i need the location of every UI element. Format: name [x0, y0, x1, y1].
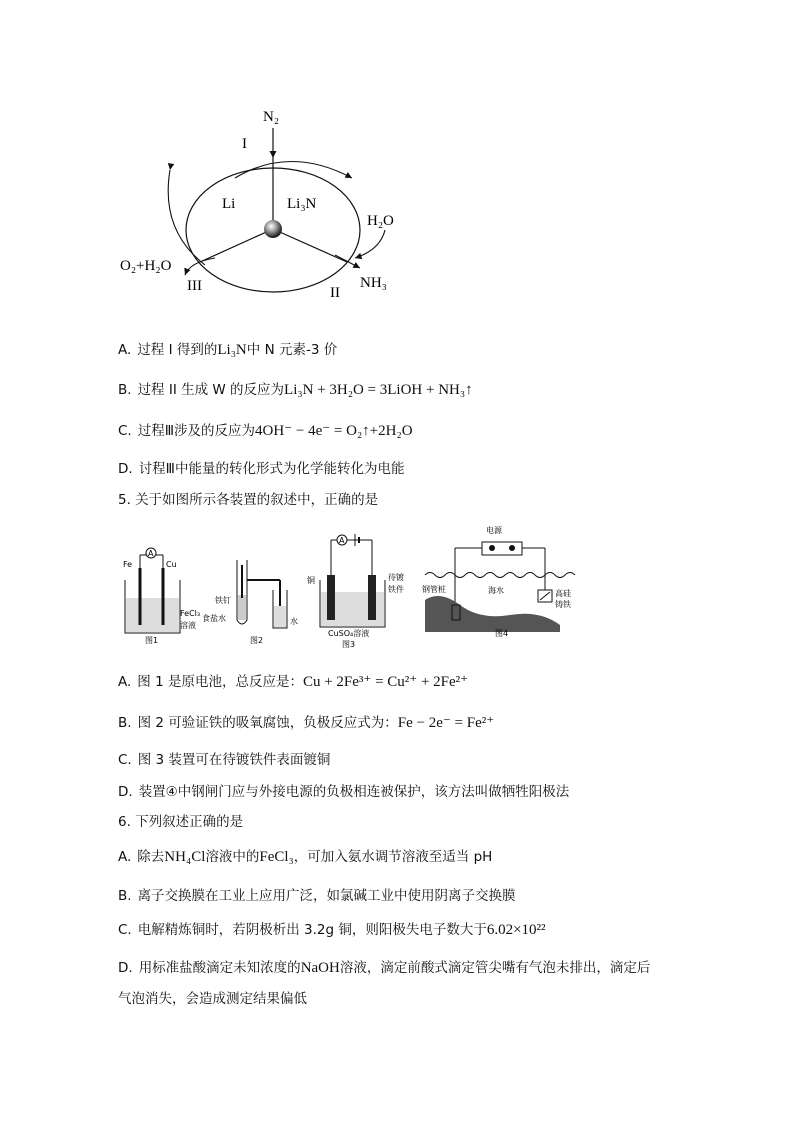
svg-text:图2: 图2 — [250, 636, 264, 645]
q5-option-a: A. 图 1 是原电池，总反应是：Cu + 2Fe³⁺ = Cu²⁺ + 2Fe²⁺ — [118, 674, 469, 690]
q4-option-c: C. 过程Ⅲ涉及的反应为4OH⁻ − 4e⁻ = O₂↑+2H₂O — [118, 423, 413, 439]
fig1-galvanic-cell — [123, 548, 200, 645]
svg-text:A: A — [339, 536, 345, 545]
svg-text:Fe: Fe — [123, 560, 133, 569]
svg-text:食盐水: 食盐水 — [202, 614, 226, 623]
roman-1: I — [242, 136, 247, 152]
svg-text:图4: 图4 — [495, 629, 509, 638]
q4-option-a: A. 过程 I 得到的Li₃N中 N 元素-3 价 — [118, 342, 338, 358]
q5-option-d: D. 装置④中钢闸门应与外接电源的负极相连被保护，该方法叫做牺牲阳极法 — [118, 784, 570, 800]
q5-option-c: C. 图 3 装置可在待镀铁件表面镀铜 — [118, 752, 331, 768]
nitrogen-cycle-figure — [110, 95, 430, 305]
svg-text:铁钉: 铁钉 — [215, 596, 231, 605]
svg-text:钢管桩: 钢管桩 — [422, 585, 446, 594]
q5-stem: 5. 关于如图所示各装置的叙述中，正确的是 — [118, 492, 379, 508]
h2o-label: H₂O — [367, 213, 394, 229]
center-ball — [264, 220, 282, 238]
roman-2: II — [330, 285, 340, 301]
q6-option-a: A. 除去NH₄Cl溶液中的FeCl₃，可加入氨水调节溶液至适当 pH — [118, 849, 493, 865]
svg-text:图1: 图1 — [145, 636, 159, 645]
fig4-impressed-current — [422, 525, 575, 638]
q4-option-d: D. 讨程Ⅲ中能量的转化形式为化学能转化为电能 — [118, 461, 405, 477]
svg-text:待镀: 待镀 — [388, 573, 404, 582]
cycle-arrow-left — [168, 170, 205, 265]
svg-text:水: 水 — [290, 617, 298, 626]
svg-text:铜: 铜 — [307, 576, 315, 585]
svg-text:A: A — [148, 549, 154, 558]
svg-text:高硅: 高硅 — [555, 589, 571, 598]
n2-label: N₂ — [263, 109, 280, 125]
q5-option-b: B. 图 2 可验证铁的吸氧腐蚀，负极反应式为：Fe − 2e⁻ = Fe²⁺ — [118, 715, 495, 731]
svg-text:图3: 图3 — [342, 640, 356, 649]
svg-text:FeCl₃: FeCl₃ — [180, 609, 201, 618]
svg-text:铸铁: 铸铁 — [555, 600, 571, 609]
q4-option-b: B. 过程 II 生成 W 的反应为Li₃N + 3H₂O = 3LiOH + NH₃↑ — [118, 382, 473, 398]
q6-stem: 6. 下列叙述正确的是 — [118, 814, 244, 830]
svg-text:溶液: 溶液 — [180, 621, 196, 630]
nh3-arrow — [335, 255, 360, 268]
svg-text:海水: 海水 — [488, 586, 504, 595]
q6-option-d-line2: 气泡消失，会造成测定结果偏低 — [118, 991, 307, 1007]
fig3-electroplating — [307, 534, 404, 649]
svg-text:铁件: 铁件 — [388, 585, 404, 594]
q6-option-b: B. 离子交换膜在工业上应用广泛，如氯碱工业中使用阴离子交换膜 — [118, 888, 516, 904]
svg-text:CuSO₄溶液: CuSO₄溶液 — [328, 629, 370, 638]
q5-figures — [115, 525, 595, 650]
fig2-oxygen-corrosion — [202, 560, 298, 645]
svg-text:电源: 电源 — [486, 526, 502, 535]
nh3-label: NH₃ — [360, 275, 387, 291]
li3n-label: Li₃N — [287, 196, 317, 212]
q6-option-c: C. 电解精炼铜时，若阴极析出 3.2g 铜，则阳极失电子数大于6.02×10²² — [118, 922, 546, 938]
roman-3: III — [187, 278, 202, 294]
o2h2o-label: O₂+H₂O — [120, 258, 172, 274]
li-label: Li — [222, 196, 236, 212]
q6-option-d: D. 用标准盐酸滴定未知浓度的NaOH溶液，滴定前酸式滴定管尖嘴有气泡未排出，滴定后 — [118, 960, 651, 976]
svg-text:Cu: Cu — [166, 560, 177, 569]
